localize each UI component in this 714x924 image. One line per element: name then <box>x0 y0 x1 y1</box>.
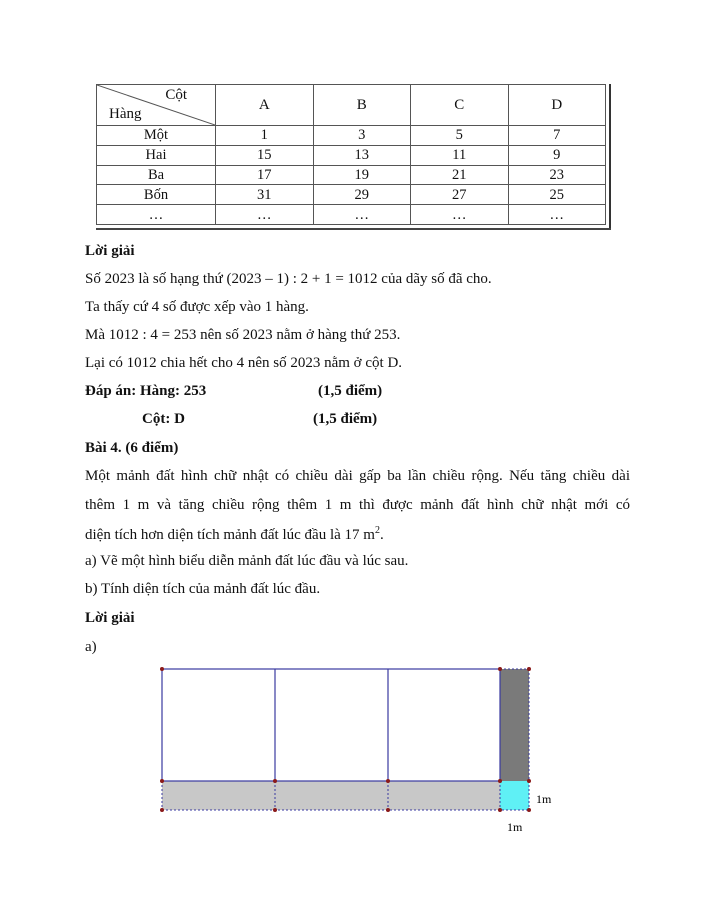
problem-text-line: Một mảnh đất hình chữ nhật có chiều dài gấp ba lần chiều rộng. Nếu tăng chiều dài <box>85 468 630 484</box>
table-cell: 13 <box>313 145 411 165</box>
table-cell: 3 <box>313 126 411 146</box>
table-cell: 9 <box>508 145 606 165</box>
vertex-dot <box>527 779 531 783</box>
table-cell: … <box>508 205 606 225</box>
number-table-container <box>96 84 615 230</box>
table-cell: … <box>411 205 509 225</box>
solution-line: Số 2023 là số hạng thứ (2023 – 1) : 2 + 1 = 1012 của dãy số đã cho. <box>85 271 492 287</box>
solution-line: Ta thấy cứ 4 số được xếp vào 1 hàng. <box>85 299 309 315</box>
label-1m-bottom: 1m <box>507 820 523 834</box>
answer-row-points: (1,5 điểm) <box>318 383 383 399</box>
solution-line: Mà 1012 : 4 = 253 nên số 2023 nằm ở hàng thứ 253. <box>85 327 401 343</box>
table-cell: 31 <box>216 185 314 205</box>
problem-text-main: diện tích hơn diện tích mảnh đất lúc đầu là 17 m <box>85 527 375 543</box>
row-label: Ba <box>97 165 216 185</box>
answer-col-label: Cột: D <box>142 411 185 427</box>
table-cell: 21 <box>411 165 509 185</box>
problem-part-b: b) Tính diện tích của mảnh đất lúc đầu. <box>85 581 321 597</box>
row-label: Hai <box>97 145 216 165</box>
table-cell: … <box>216 205 314 225</box>
vertex-dot <box>386 808 390 812</box>
table-cell: 11 <box>411 145 509 165</box>
table-row <box>97 185 606 205</box>
solution-heading: Lời giải <box>85 243 135 259</box>
corner-row-label: Hàng <box>109 106 142 122</box>
problem-part-a: a) Vẽ một hình biểu diễn mảnh đất lúc đầu và lúc sau. <box>85 553 409 569</box>
width-extension-strip <box>162 781 500 810</box>
table-cell: 17 <box>216 165 314 185</box>
vertex-dot <box>527 667 531 671</box>
table-cell: 29 <box>313 185 411 205</box>
vertex-dot <box>386 779 390 783</box>
table-cell: 25 <box>508 185 606 205</box>
row-label: Bốn <box>97 185 216 205</box>
answer-row-line <box>85 383 645 400</box>
answer-col-points: (1,5 điểm) <box>313 411 378 427</box>
corner-extension-square <box>500 781 529 810</box>
length-extension-strip <box>500 669 529 781</box>
table-cell: 1 <box>216 126 314 146</box>
table-cell: 15 <box>216 145 314 165</box>
column-header: B <box>313 85 411 126</box>
table-cell: … <box>313 205 411 225</box>
vertex-dot <box>273 808 277 812</box>
unit-superscript: 2 <box>374 525 380 536</box>
vertex-dot <box>498 808 502 812</box>
table-header-row <box>97 85 606 126</box>
original-rectangle <box>162 669 500 781</box>
problem-text-end: . <box>379 527 384 543</box>
vertex-dot <box>160 808 164 812</box>
table-row <box>97 126 606 146</box>
table-cell: 23 <box>508 165 606 185</box>
column-header: D <box>508 85 606 126</box>
table-cell: 7 <box>508 126 606 146</box>
vertex-dot <box>273 779 277 783</box>
column-header: C <box>411 85 509 126</box>
problem-text-line <box>85 525 384 544</box>
solution-line: Lại có 1012 chia hết cho 4 nên số 2023 nằm ở cột D. <box>85 355 403 371</box>
solution2-heading: Lời giải <box>85 610 135 626</box>
table-row <box>97 205 606 225</box>
original-plot-outline <box>162 669 500 781</box>
answer-row-label: Đáp án: Hàng: 253 <box>85 383 207 399</box>
vertex-dot <box>498 779 502 783</box>
number-table <box>96 84 606 225</box>
land-diagram <box>150 660 570 840</box>
vertex-dot <box>160 779 164 783</box>
vertex-dot <box>160 667 164 671</box>
vertex-dot <box>498 667 502 671</box>
answer-col-line <box>142 411 642 428</box>
corner-column-label: Cột <box>165 87 187 103</box>
vertex-dot <box>527 808 531 812</box>
table-right-edge <box>609 84 611 230</box>
problem-title: Bài 4. (6 điểm) <box>85 440 179 456</box>
table-cell: 19 <box>313 165 411 185</box>
table-corner-cell <box>97 85 216 126</box>
table-cell: 27 <box>411 185 509 205</box>
table-row <box>97 145 606 165</box>
row-label: Một <box>97 126 216 146</box>
problem-text-line: thêm 1 m và tăng chiều rộng thêm 1 m thì được mảnh đất hình chữ nhật mới có <box>85 497 630 513</box>
solution2-part-a-label: a) <box>85 639 97 655</box>
table-cell: 5 <box>411 126 509 146</box>
row-label: … <box>97 205 216 225</box>
column-header: A <box>216 85 314 126</box>
table-bottom-edge <box>96 228 611 230</box>
label-1m-right: 1m <box>536 792 552 806</box>
table-row <box>97 165 606 185</box>
